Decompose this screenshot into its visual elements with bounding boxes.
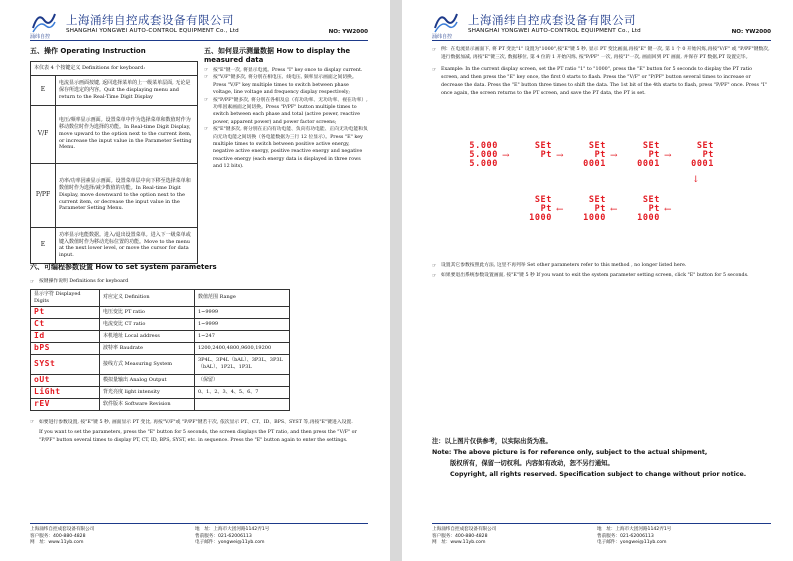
table-row bbox=[31, 354, 290, 374]
table-row bbox=[31, 330, 290, 342]
display-line: SEt bbox=[534, 141, 552, 151]
footer-service: 客户服务：400-880-4828 bbox=[30, 533, 86, 539]
arrow-left-icon: ← bbox=[610, 205, 618, 215]
display-line: SEt bbox=[642, 195, 660, 205]
display-line: Pt bbox=[648, 150, 660, 161]
segment-digits: Id bbox=[31, 330, 100, 342]
key-label: V/F bbox=[31, 105, 56, 163]
segment-digits: Ct bbox=[31, 318, 100, 330]
keys-table bbox=[30, 61, 198, 264]
page-header bbox=[30, 10, 368, 41]
display-line: 0001 bbox=[637, 159, 660, 170]
display-line: 5.000 bbox=[469, 150, 498, 161]
param-range: （保留） bbox=[195, 374, 290, 386]
logo-caption: 涌纬自控 bbox=[30, 34, 51, 40]
column-header: 数值范围 Range bbox=[195, 290, 290, 307]
note-line: ☞ 设置其它参数按照此方法, 这里不再列举 Set other parameters refer to this method , no longer listed here. bbox=[432, 262, 770, 270]
table-row bbox=[31, 318, 290, 330]
setup-notes bbox=[432, 262, 770, 280]
display-line: 1000 bbox=[637, 213, 660, 224]
param-range: 3P4L、3P4L（bAL）、3P3L、3P3L（bAL）、1P2L、1P3L bbox=[195, 354, 290, 374]
example-cn: ☞ 例：在电流显示画面下, 将 PT 变比"1" 设置为"1000",按"E"键 5 秒, 显示 PT 变比画面,再按"E" 键一次, 第 1 个 0 开始闪烁,再按"V/F" 或 "P/PF"键数次, 进行数据加减, 再按"E"键三次, 数据移位, 第 4 位的 1 开始闪烁, 按"P/PF" 一次, 再按"I"一次, 画面回到 PT 画面, 并保存 PT 数据,PT 设置完毕。 bbox=[432, 46, 770, 62]
param-def: 模拟量输出 Analog Output bbox=[100, 374, 195, 386]
document-number: NO: YW2000 bbox=[731, 29, 771, 35]
footer-email: 电子邮件：yongwei@11yb.com bbox=[597, 540, 667, 545]
param-range: 0、1、2、3、4、5、6、7 bbox=[195, 386, 290, 398]
arrow-right-icon: → bbox=[502, 151, 510, 161]
display-line: 5.000 bbox=[469, 159, 498, 170]
section-title: 五、如何显示测量数据 How to display the measured data bbox=[204, 47, 351, 64]
section-title: 五、操作 Operating Instruction bbox=[30, 47, 146, 55]
display-line: 0001 bbox=[583, 159, 606, 170]
column-header: 显示字符 Displayed Digits bbox=[31, 290, 100, 307]
table-row bbox=[31, 398, 290, 410]
param-def: 波特率 Baudrate bbox=[100, 342, 195, 354]
meter-display bbox=[514, 196, 552, 226]
column-header: 对应定义 Definition bbox=[100, 290, 195, 307]
footer-sales: 售前服务：021-62006113 bbox=[195, 533, 252, 539]
table-row bbox=[31, 75, 198, 105]
setup-note-cn: ☞ 如要进行参数设置, 按"E"键 5 秒, 画面显示 PT 变比, 再按"V/F"或 "P/PF"键若干次, 依次显示 PT、CT、ID、BPS、SYST 等,再按"E"键进入设置. bbox=[30, 419, 368, 427]
meter-display bbox=[568, 142, 606, 172]
display-line: Pt bbox=[702, 150, 714, 161]
display-line: Pt bbox=[540, 150, 552, 161]
display-line: Pt bbox=[540, 204, 552, 215]
disclaimer-block bbox=[432, 436, 770, 480]
footer-web: 网 址：www.11yb.com bbox=[432, 540, 486, 545]
footer-service: 客户服务：400-880-4828 bbox=[432, 533, 488, 539]
footer-web: 网 址：www.11yb.com bbox=[30, 540, 84, 545]
company-name-en: SHANGHAI YONGWEI AUTO-CONTROL EQUIPMENT Co., Ltd bbox=[66, 28, 239, 34]
param-range: 1~9999 bbox=[195, 318, 290, 330]
meter-display bbox=[514, 142, 552, 172]
meter-display bbox=[568, 196, 606, 226]
meter-display bbox=[460, 142, 498, 172]
param-def: 软件版本 Software Revision bbox=[100, 398, 195, 410]
key-desc: 电流显示画面按键, 返回选择菜单的上一级菜单层面, 无论是保存所选定的内容。Quit the displaying menu and return to the Real-Time Digit Display bbox=[56, 75, 198, 105]
arrow-down-icon: ↓ bbox=[692, 175, 700, 185]
footer-sales: 售前服务：021-62006113 bbox=[597, 533, 654, 539]
meter-display bbox=[622, 142, 660, 172]
rights-cn: 版权所有，保留一切权利。内容如有改动，恕不另行通知。 bbox=[450, 460, 614, 467]
display-line: SEt bbox=[534, 195, 552, 205]
segment-digits: rEV bbox=[31, 398, 100, 410]
table-row bbox=[31, 342, 290, 354]
table-caption: ☞ 按键操作说明 Definitions for keyboard bbox=[30, 278, 368, 286]
company-logo-icon bbox=[30, 10, 58, 34]
note-line: ☞ 如果要退出系统参数设置画面, 按"E"键 5 秒 If you want to exit the system parameter setting screen, click "E" button for 5 seconds. bbox=[432, 272, 770, 280]
example-text bbox=[432, 46, 770, 98]
arrow-left-icon: ← bbox=[556, 205, 564, 215]
param-def: 电压变比 PT ratio bbox=[100, 306, 195, 318]
table-row bbox=[31, 105, 198, 163]
param-def: 背光亮度 light intensity bbox=[100, 386, 195, 398]
key-desc: 功率显示电能数据。进入/退出设置菜单。进入下一级菜单或键入数值时作为移动光标位置的功能。Move to the menu at the next lower level, or move the cursor for data input. bbox=[56, 227, 198, 263]
footer-company: 上海涌纬自控成套设备有限公司 bbox=[30, 527, 95, 532]
example-en: ☞ Example: In the current display screen, set the PT ratio "1" to "1000", press the "E" button for 5 seconds to display the PT ratio screen, and then press the "E" key once, the first 0 starts to flash. Press the "V/F" or "P/PF" button several times to increase or decrease the data. Press the "E" button three times to shift the data. The 1st bit of the 4th starts to flash, press "P/PF" once. Press "I" once again, the screen returns to the PT screen, and save the PT data, the PT is set. bbox=[432, 66, 770, 98]
disclaimer-cn: 注：以上图片仅供参考，以实际出货为准。 bbox=[432, 438, 552, 445]
meter-display bbox=[676, 142, 714, 172]
display-line: Pt bbox=[648, 204, 660, 215]
list-item: ☞ 按"P/PF"键多次, 将分别在各相及总（有功功率、无功功率、视在功率）, 功率因素画面之间切换。Press "P/PF" button multiple times to switch between each phase and total (active power, reactive power, apparent power) and power factor screens; bbox=[204, 97, 368, 127]
key-label: P/PF bbox=[31, 163, 56, 227]
arrow-right-icon: → bbox=[664, 151, 672, 161]
company-name-en: SHANGHAI YONGWEI AUTO-CONTROL EQUIPMENT Co., Ltd bbox=[468, 28, 641, 34]
manual-page-right bbox=[402, 0, 793, 561]
display-line: 5.000 bbox=[469, 141, 498, 151]
key-label: E bbox=[31, 227, 56, 263]
footer-email: 电子邮件：yongwei@11yb.com bbox=[195, 540, 265, 545]
footer-company: 上海涌纬自控成套设备有限公司 bbox=[432, 527, 497, 532]
table-row bbox=[31, 163, 198, 227]
display-sequence bbox=[442, 142, 762, 242]
table-row bbox=[31, 374, 290, 386]
display-instruction bbox=[204, 46, 368, 171]
page-footer bbox=[432, 523, 771, 547]
disclaimer-en: Note: The above picture is for reference only, subject to the actual shipment, bbox=[432, 449, 708, 456]
arrow-right-icon: → bbox=[610, 151, 618, 161]
footer-address: 地 址：上海市大团河路1142弄1号 bbox=[195, 527, 270, 532]
param-range: 1200,2400,4800,9600,19200 bbox=[195, 342, 290, 354]
param-range bbox=[195, 398, 290, 410]
display-line: Pt bbox=[594, 150, 606, 161]
section-title: 六、可编程参数设置 How to set system parameters bbox=[30, 263, 217, 271]
list-item: ☞ 按"E"键多次, 将分别在正向有功电能、负向有功电能、正向无功电能和负向无功电能之间切换（各电能数据为三行 12 位显示）。Press "E" key multiple times to switch between positive active energy, negative active energy, positive reactive energy and negative reactive energy (each energy data is displayed in three rows and 12 bits). bbox=[204, 126, 368, 170]
display-line: Pt bbox=[594, 204, 606, 215]
key-desc: 功率/功率因素显示画面。设置菜单层中向下移至选择菜单和数值时作为选择/减少数值的功能。In Real-time Digit Display, move downward to the option next to the current item, or decrease the input value in the Parameter Setting Menu. bbox=[56, 163, 198, 227]
meter-display bbox=[622, 196, 660, 226]
param-def: 电流变比 CT ratio bbox=[100, 318, 195, 330]
company-name-cn: 上海涌纬自控成套设备有限公司 bbox=[468, 13, 636, 27]
page-footer bbox=[30, 523, 368, 547]
display-line: 0001 bbox=[691, 159, 714, 170]
param-def: 本机地址 Local address bbox=[100, 330, 195, 342]
param-range: 1~9999 bbox=[195, 306, 290, 318]
rights-en: Copyright, all rights reserved. Specification subject to change without prior notice. bbox=[450, 471, 747, 478]
display-line: SEt bbox=[696, 141, 714, 151]
display-line: SEt bbox=[642, 141, 660, 151]
key-label: E bbox=[31, 75, 56, 105]
keys-caption: 本仪表 4 个按键定义 Definitions for keyboard: bbox=[31, 62, 198, 76]
segment-digits: oUt bbox=[31, 374, 100, 386]
document-number: NO: YW2000 bbox=[328, 29, 368, 35]
table-row bbox=[31, 227, 198, 263]
table-header-row bbox=[31, 290, 290, 307]
list-item: ☞ 按"E"键一次, 将显示电流。Press "I" key once to display current. bbox=[204, 67, 368, 74]
setup-note-en: If you want to set the parameters, press the "E" button for 5 seconds, the screen displays the PT ratio, and then press the "V/F" or "P/PF" button several times to display PT, CT, ID, BPS, SYST, etc. in sequence. Press the "E" button again to enter the settings. bbox=[39, 430, 357, 444]
segment-digits: SYSt bbox=[31, 354, 100, 374]
segment-digits: bPS bbox=[31, 342, 100, 354]
logo-caption: 涌纬自控 bbox=[432, 34, 453, 40]
display-line: SEt bbox=[588, 195, 606, 205]
segment-digits: LiGht bbox=[31, 386, 100, 398]
parameter-section bbox=[30, 262, 368, 445]
company-logo-icon bbox=[432, 10, 460, 34]
param-def: 接线方式 Measuring System bbox=[100, 354, 195, 374]
arrow-left-icon: ← bbox=[664, 205, 672, 215]
operating-instruction bbox=[30, 46, 198, 264]
list-item: ☞ 按"V/F"键多次, 将分别在相电压、线电压, 频率显示画面之间切换。Press "V/F" key multiple times to switch between phase voltage, line voltage and frequency display respectively; bbox=[204, 74, 368, 96]
table-row bbox=[31, 306, 290, 318]
company-name-cn: 上海涌纬自控成套设备有限公司 bbox=[66, 13, 234, 27]
display-line: SEt bbox=[588, 141, 606, 151]
param-range: 1~247 bbox=[195, 330, 290, 342]
display-line: 1000 bbox=[529, 213, 552, 224]
arrow-right-icon: → bbox=[556, 151, 564, 161]
footer-address: 地 址：上海市大团河路1142弄1号 bbox=[597, 527, 672, 532]
key-desc: 电压/频率显示画面。设置菜单中作为选择菜单和数值时作为移动数位时作为选择的功能。In Real-time Digit Display, move upward to the option next to the current item, or increase the input value in the Parameter Setting Menu. bbox=[56, 105, 198, 163]
table-row bbox=[31, 386, 290, 398]
params-table bbox=[30, 289, 290, 411]
segment-digits: Pt bbox=[31, 306, 100, 318]
page-header bbox=[432, 10, 771, 41]
manual-page-left bbox=[0, 0, 390, 561]
display-line: 1000 bbox=[583, 213, 606, 224]
